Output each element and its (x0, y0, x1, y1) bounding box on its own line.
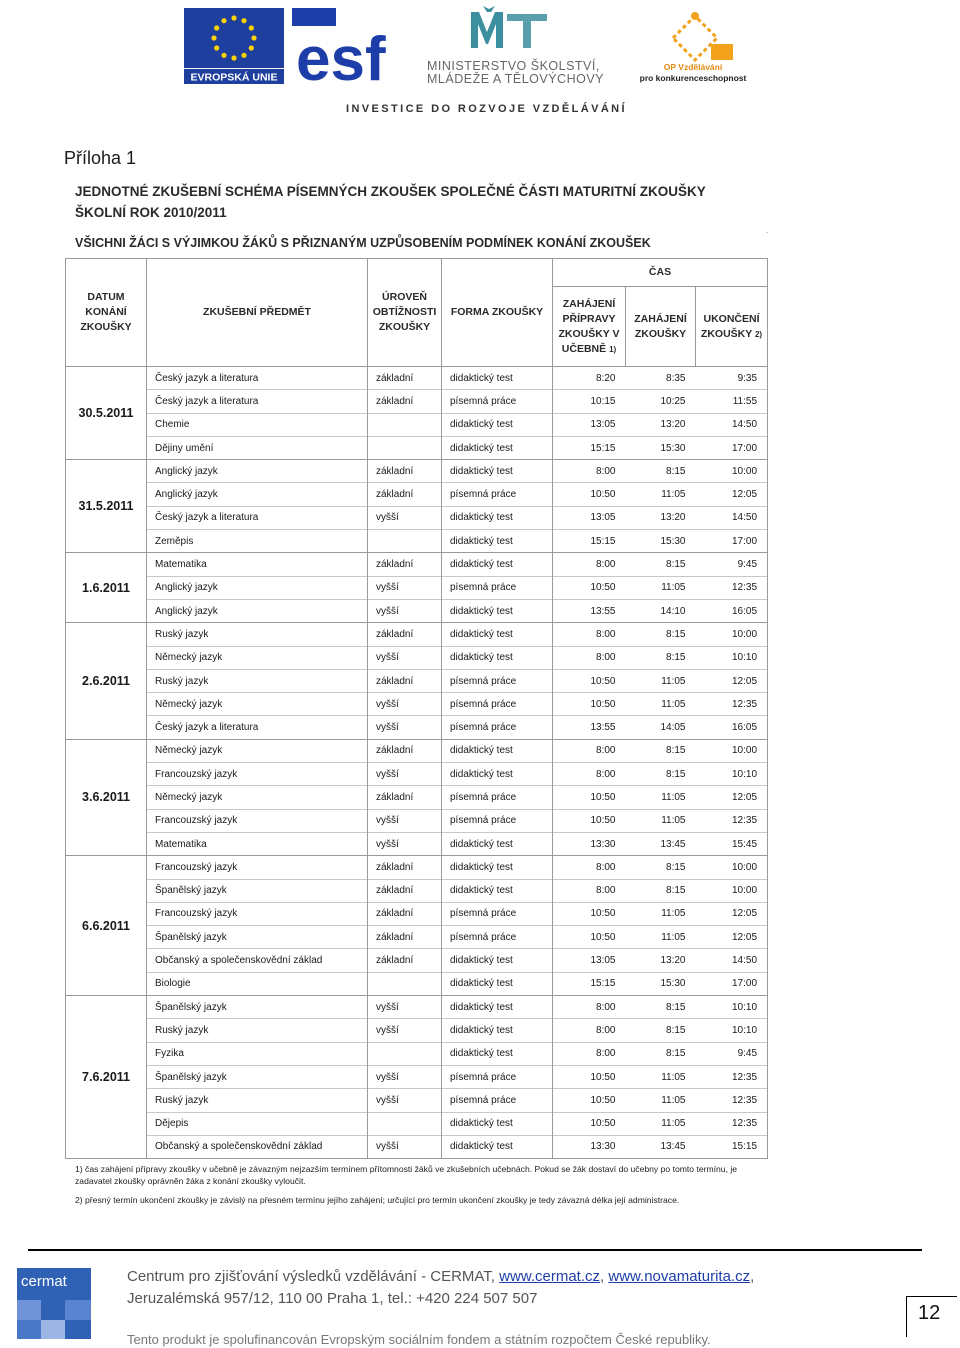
cell-prep-start: 13:30 (553, 1135, 626, 1158)
cell-form: písemná práce (442, 669, 553, 692)
cell-level (368, 530, 442, 553)
cell-prep-start: 10:50 (553, 809, 626, 832)
page-number: 12 (918, 1302, 941, 1324)
cell-exam-start: 13:45 (626, 832, 696, 855)
cell-level: vyšší (368, 693, 442, 716)
table-row (66, 832, 768, 855)
table-row (66, 669, 768, 692)
cell-exam-start: 11:05 (626, 1112, 696, 1135)
cell-exam-start: 13:45 (626, 1135, 696, 1158)
cell-form: písemná práce (442, 716, 553, 739)
cell-prep-start: 13:05 (553, 506, 626, 529)
cell-subject: Ruský jazyk (147, 1089, 368, 1112)
cell-exam-start: 13:20 (626, 949, 696, 972)
cell-exam-start: 8:15 (626, 460, 696, 483)
footer-funding: Tento produkt je spolufinancován Evropským sociálním fondem a státním rozpočtem České republiky. (127, 1332, 711, 1347)
cell-subject: Fyzika (147, 1042, 368, 1065)
footer-divider (28, 1249, 922, 1251)
op-logo (633, 8, 753, 88)
cell-subject: Anglický jazyk (147, 483, 368, 506)
cell-level: vyšší (368, 576, 442, 599)
cell-level: vyšší (368, 599, 442, 622)
cell-exam-end: 10:00 (696, 460, 768, 483)
cell-subject: Anglický jazyk (147, 599, 368, 622)
cell-prep-start: 8:00 (553, 623, 626, 646)
exam-date: 2.6.2011 (66, 623, 147, 739)
cell-prep-start: 13:05 (553, 949, 626, 972)
cell-exam-start: 8:35 (626, 367, 696, 390)
cell-level: vyšší (368, 832, 442, 855)
cell-exam-start: 14:10 (626, 599, 696, 622)
cell-exam-end: 10:00 (696, 879, 768, 902)
table-row (66, 879, 768, 902)
cell-exam-end: 9:45 (696, 553, 768, 576)
cell-form: didaktický test (442, 623, 553, 646)
cell-form: didaktický test (442, 413, 553, 436)
table-row (66, 763, 768, 786)
cell-exam-end: 12:05 (696, 786, 768, 809)
cell-level (368, 436, 442, 459)
table-row (66, 902, 768, 925)
cell-form: písemná práce (442, 1089, 553, 1112)
cell-level: základní (368, 669, 442, 692)
cell-prep-start: 10:50 (553, 1065, 626, 1088)
eu-star (221, 53, 226, 58)
cell-form: písemná práce (442, 1065, 553, 1088)
esf-logo (292, 8, 388, 84)
cell-level: základní (368, 623, 442, 646)
msmt-line2: MLÁDEŽE A TĚLOVÝCHOVY (427, 72, 604, 86)
table-row (66, 553, 768, 576)
cell-subject: Francouzský jazyk (147, 763, 368, 786)
cell-exam-start: 8:15 (626, 623, 696, 646)
cell-level: základní (368, 949, 442, 972)
cell-exam-start: 8:15 (626, 1042, 696, 1065)
cell-prep-start: 15:15 (553, 530, 626, 553)
eu-star (241, 53, 246, 58)
cell-form: písemná práce (442, 786, 553, 809)
cell-form: didaktický test (442, 949, 553, 972)
cell-form: didaktický test (442, 1112, 553, 1135)
cell-prep-start: 8:00 (553, 856, 626, 879)
cell-subject: Ruský jazyk (147, 1019, 368, 1042)
appendix-title: Příloha 1 (64, 148, 137, 168)
msmt-line1: MINISTERSTVO ŠKOLSTVÍ, (427, 59, 600, 73)
cell-subject: Biologie (147, 972, 368, 995)
table-row (66, 390, 768, 413)
eu-label: EVROPSKÁ UNIE (190, 71, 278, 84)
header-subject: ZKUŠEBNÍ PŘEDMĚT (147, 259, 368, 367)
cell-level: základní (368, 739, 442, 762)
cell-prep-start: 15:15 (553, 436, 626, 459)
table-row (66, 436, 768, 459)
cell-form: písemná práce (442, 693, 553, 716)
eu-star (251, 35, 256, 40)
table-row (66, 599, 768, 622)
cell-exam-end: 16:05 (696, 599, 768, 622)
cell-level: základní (368, 390, 442, 413)
cell-exam-end: 16:05 (696, 716, 768, 739)
exam-date: 1.6.2011 (66, 553, 147, 623)
cell-exam-start: 8:15 (626, 553, 696, 576)
cell-form: písemná práce (442, 926, 553, 949)
table-row (66, 809, 768, 832)
cell-form: didaktický test (442, 879, 553, 902)
cell-exam-start: 13:20 (626, 506, 696, 529)
table-row (66, 739, 768, 762)
cell-level: základní (368, 926, 442, 949)
cell-subject: Matematika (147, 553, 368, 576)
cell-level (368, 1112, 442, 1135)
cell-exam-start: 8:15 (626, 739, 696, 762)
cell-level: základní (368, 786, 442, 809)
cell-level: základní (368, 483, 442, 506)
cell-prep-start: 13:55 (553, 716, 626, 739)
footer-line-1: Centrum pro zjišťování výsledků vzdělávání - CERMAT, www.cermat.cz, www.novamaturita.cz, (127, 1268, 755, 1285)
table-row (66, 1135, 768, 1158)
cell-exam-start: 11:05 (626, 926, 696, 949)
cell-exam-end: 10:00 (696, 856, 768, 879)
cell-level: základní (368, 553, 442, 576)
cell-subject: Zeměpis (147, 530, 368, 553)
cell-exam-end: 10:00 (696, 623, 768, 646)
exam-date: 7.6.2011 (66, 996, 147, 1159)
exam-date: 31.5.2011 (66, 460, 147, 553)
logo-header (0, 0, 960, 125)
cell-form: didaktický test (442, 530, 553, 553)
table-row (66, 646, 768, 669)
table-row (66, 530, 768, 553)
cell-exam-end: 12:35 (696, 576, 768, 599)
table-row (66, 576, 768, 599)
cell-exam-end: 14:50 (696, 413, 768, 436)
op-line2: pro konkurenceschopnost (639, 73, 747, 83)
cell-prep-start: 13:30 (553, 832, 626, 855)
cell-prep-start: 10:50 (553, 1112, 626, 1135)
eu-star (249, 25, 254, 30)
table-row (66, 1089, 768, 1112)
cell-level (368, 413, 442, 436)
table-row (66, 926, 768, 949)
cell-exam-start: 11:05 (626, 576, 696, 599)
cell-exam-end: 10:10 (696, 1019, 768, 1042)
cell-form: didaktický test (442, 1042, 553, 1065)
cell-level: vyšší (368, 506, 442, 529)
cell-exam-end: 12:05 (696, 483, 768, 506)
cell-exam-end: 9:45 (696, 1042, 768, 1065)
cell-subject: Německý jazyk (147, 693, 368, 716)
cell-level: vyšší (368, 1089, 442, 1112)
cell-prep-start: 10:50 (553, 693, 626, 716)
eu-star (214, 45, 219, 50)
cell-exam-end: 12:05 (696, 926, 768, 949)
cell-subject: Český jazyk a literatura (147, 506, 368, 529)
cell-level: základní (368, 879, 442, 902)
table-row (66, 856, 768, 879)
cell-exam-end: 9:35 (696, 367, 768, 390)
cell-subject: Český jazyk a literatura (147, 716, 368, 739)
header-time: ČAS (553, 259, 768, 287)
cell-level: vyšší (368, 763, 442, 786)
cell-form: písemná práce (442, 576, 553, 599)
cell-exam-end: 14:50 (696, 506, 768, 529)
cell-exam-start: 8:15 (626, 763, 696, 786)
footer-address: Jeruzalémská 957/12, 110 00 Praha 1, tel.: +420 224 507 507 (127, 1290, 538, 1307)
cell-subject: Občanský a společenskovědní základ (147, 1135, 368, 1158)
cell-prep-start: 8:00 (553, 553, 626, 576)
eu-star (214, 25, 219, 30)
cell-level (368, 972, 442, 995)
cell-level (368, 1042, 442, 1065)
cell-prep-start: 10:50 (553, 483, 626, 506)
cell-prep-start: 8:00 (553, 1019, 626, 1042)
cell-subject: Anglický jazyk (147, 576, 368, 599)
cell-prep-start: 13:05 (553, 413, 626, 436)
cell-exam-start: 15:30 (626, 530, 696, 553)
cell-level: základní (368, 460, 442, 483)
footnote-2: 2) přesný termín ukončení zkoušky je závislý na přesném termínu jejího zahájení; určující pro termín ukončení zkoušky je tedy závazná délka její administrace. (75, 1195, 680, 1205)
cell-exam-start: 15:30 (626, 436, 696, 459)
exam-date: 3.6.2011 (66, 739, 147, 855)
cell-exam-end: 15:15 (696, 1135, 768, 1158)
cell-subject: Chemie (147, 413, 368, 436)
cell-form: didaktický test (442, 436, 553, 459)
cell-subject: Španělský jazyk (147, 996, 368, 1019)
cell-subject: Německý jazyk (147, 646, 368, 669)
cell-prep-start: 13:55 (553, 599, 626, 622)
table-row (66, 483, 768, 506)
table-row (66, 716, 768, 739)
cell-exam-start: 10:25 (626, 390, 696, 413)
cermat-logo (17, 1268, 91, 1339)
cell-form: písemná práce (442, 902, 553, 925)
cell-form: písemná práce (442, 809, 553, 832)
eu-star (221, 18, 226, 23)
cell-prep-start: 15:15 (553, 972, 626, 995)
cell-form: didaktický test (442, 763, 553, 786)
cell-subject: Anglický jazyk (147, 460, 368, 483)
table-row (66, 1112, 768, 1135)
cell-exam-end: 12:35 (696, 809, 768, 832)
eu-star (249, 45, 254, 50)
cell-prep-start: 8:00 (553, 1042, 626, 1065)
cell-exam-end: 12:35 (696, 1089, 768, 1112)
cell-subject: Německý jazyk (147, 739, 368, 762)
cell-exam-end: 12:35 (696, 693, 768, 716)
cell-subject: Český jazyk a literatura (147, 367, 368, 390)
cell-prep-start: 10:15 (553, 390, 626, 413)
cell-prep-start: 8:00 (553, 646, 626, 669)
stray-dot: . (766, 226, 769, 235)
eu-flag-logo (184, 8, 284, 84)
cell-level: základní (368, 856, 442, 879)
cell-form: didaktický test (442, 972, 553, 995)
cell-subject: Občanský a společenskovědní základ (147, 949, 368, 972)
table-row (66, 623, 768, 646)
cell-exam-end: 10:10 (696, 646, 768, 669)
cell-exam-end: 10:10 (696, 996, 768, 1019)
cell-exam-start: 11:05 (626, 1065, 696, 1088)
cell-level: vyšší (368, 716, 442, 739)
cell-form: didaktický test (442, 1019, 553, 1042)
cell-form: didaktický test (442, 599, 553, 622)
cell-form: didaktický test (442, 367, 553, 390)
cell-form: písemná práce (442, 483, 553, 506)
document-heading: JEDNOTNÉ ZKUŠEBNÍ SCHÉMA PÍSEMNÝCH ZKOUŠEK SPOLEČNÉ ČÁSTI MATURITNÍ ZKOUŠKY (75, 184, 706, 199)
cell-level: vyšší (368, 996, 442, 1019)
novamaturita-link[interactable]: www.novamaturita.cz (608, 1268, 751, 1285)
cell-exam-end: 17:00 (696, 530, 768, 553)
cell-level: vyšší (368, 1019, 442, 1042)
eu-star (241, 18, 246, 23)
scope-heading: VŠICHNI ŽÁCI S VÝJIMKOU ŽÁKŮ S PŘIZNANÝM UZPŮSOBENÍM PODMÍNEK KONÁNÍ ZKOUŠEK (75, 236, 651, 250)
cell-subject: Španělský jazyk (147, 926, 368, 949)
cell-exam-end: 14:50 (696, 949, 768, 972)
cell-exam-start: 8:15 (626, 996, 696, 1019)
cell-prep-start: 8:00 (553, 763, 626, 786)
cell-form: didaktický test (442, 506, 553, 529)
cell-exam-end: 11:55 (696, 390, 768, 413)
cell-prep-start: 10:50 (553, 902, 626, 925)
header-exam-end: UKONČENÍ ZKOUŠKY 2) (696, 287, 768, 367)
cell-exam-end: 12:35 (696, 1065, 768, 1088)
cell-form: didaktický test (442, 1135, 553, 1158)
cell-subject: Francouzský jazyk (147, 856, 368, 879)
cell-subject: Francouzský jazyk (147, 902, 368, 925)
cell-prep-start: 8:00 (553, 996, 626, 1019)
cell-exam-start: 11:05 (626, 669, 696, 692)
cell-exam-start: 8:15 (626, 646, 696, 669)
cell-form: didaktický test (442, 646, 553, 669)
cell-exam-start: 13:20 (626, 413, 696, 436)
cell-exam-start: 11:05 (626, 483, 696, 506)
table-row (66, 786, 768, 809)
cell-exam-end: 12:05 (696, 902, 768, 925)
cell-form: didaktický test (442, 460, 553, 483)
header-level: ÚROVEŇ OBTÍŽNOSTI ZKOUŠKY (368, 259, 442, 367)
cell-subject: Ruský jazyk (147, 669, 368, 692)
table-row (66, 460, 768, 483)
table-row (66, 1019, 768, 1042)
cell-exam-end: 10:00 (696, 739, 768, 762)
cell-prep-start: 10:50 (553, 669, 626, 692)
cell-form: didaktický test (442, 856, 553, 879)
cell-level: základní (368, 902, 442, 925)
cell-subject: Španělský jazyk (147, 1065, 368, 1088)
table-row (66, 972, 768, 995)
footnotes (75, 1163, 765, 1213)
header-exam-start: ZAHÁJENÍ ZKOUŠKY (626, 287, 696, 367)
table-row (66, 367, 768, 390)
cell-exam-start: 11:05 (626, 809, 696, 832)
cell-form: didaktický test (442, 832, 553, 855)
cell-exam-start: 15:30 (626, 972, 696, 995)
cell-exam-end: 17:00 (696, 972, 768, 995)
header-prep-start: ZAHÁJENÍ PŘÍPRAVY ZKOUŠKY V UČEBNĚ 1) (553, 287, 626, 367)
cell-exam-start: 11:05 (626, 693, 696, 716)
table-row (66, 693, 768, 716)
cell-prep-start: 8:00 (553, 460, 626, 483)
cell-prep-start: 8:00 (553, 739, 626, 762)
exam-date: 30.5.2011 (66, 367, 147, 460)
cell-exam-start: 14:05 (626, 716, 696, 739)
cell-prep-start: 10:50 (553, 926, 626, 949)
eu-star (231, 55, 236, 60)
cell-exam-end: 10:10 (696, 763, 768, 786)
cell-exam-start: 11:05 (626, 786, 696, 809)
table-row (66, 1042, 768, 1065)
cell-subject: Dějiny umění (147, 436, 368, 459)
table-row (66, 996, 768, 1019)
exam-schedule-table (65, 258, 767, 1159)
cell-exam-end: 15:45 (696, 832, 768, 855)
exam-date: 6.6.2011 (66, 856, 147, 996)
cell-level: vyšší (368, 646, 442, 669)
table-row (66, 506, 768, 529)
cell-form: didaktický test (442, 739, 553, 762)
op-line1: OP Vzdělávání (663, 62, 723, 72)
school-year: ŠKOLNÍ ROK 2010/2011 (75, 205, 227, 220)
cell-subject: Matematika (147, 832, 368, 855)
cell-subject: Francouzský jazyk (147, 809, 368, 832)
cell-subject: Český jazyk a literatura (147, 390, 368, 413)
cell-exam-start: 11:05 (626, 902, 696, 925)
cell-form: didaktický test (442, 553, 553, 576)
cell-level: vyšší (368, 1135, 442, 1158)
table-row (66, 413, 768, 436)
cell-level: vyšší (368, 1065, 442, 1088)
cell-exam-start: 11:05 (626, 1089, 696, 1112)
header-date: DATUM KONÁNÍ ZKOUŠKY (66, 259, 147, 367)
cell-exam-start: 8:15 (626, 1019, 696, 1042)
cell-prep-start: 8:00 (553, 879, 626, 902)
table-row (66, 1065, 768, 1088)
msmt-logo (425, 6, 605, 86)
cell-subject: Dějepis (147, 1112, 368, 1135)
schedule-body (66, 367, 768, 1159)
cell-form: didaktický test (442, 996, 553, 1019)
cell-prep-start: 10:50 (553, 786, 626, 809)
esf-label: esf (296, 25, 386, 84)
table-row (66, 949, 768, 972)
eu-star (211, 35, 216, 40)
cermat-link[interactable]: www.cermat.cz (499, 1268, 601, 1285)
cell-exam-start: 8:15 (626, 856, 696, 879)
eu-star (231, 15, 236, 20)
cell-subject: Německý jazyk (147, 786, 368, 809)
cell-exam-end: 17:00 (696, 436, 768, 459)
cell-exam-start: 8:15 (626, 879, 696, 902)
header-form: FORMA ZKOUŠKY (442, 259, 553, 367)
cell-exam-end: 12:35 (696, 1112, 768, 1135)
cell-subject: Ruský jazyk (147, 623, 368, 646)
cell-subject: Španělský jazyk (147, 879, 368, 902)
cermat-label: cermat (21, 1273, 67, 1290)
cell-exam-end: 12:05 (696, 669, 768, 692)
cell-prep-start: 10:50 (553, 576, 626, 599)
cell-level: základní (368, 367, 442, 390)
cell-prep-start: 8:20 (553, 367, 626, 390)
cell-level: vyšší (368, 809, 442, 832)
footnote-1: 1) čas zahájení přípravy zkoušky v učebně je závazným nejzazším termínem přítomnosti žáků ve zkušebních učebnách. Pokud se žák dostaví do učebny po tomto termínu, je zadavatel zkoušky oprávněn žáka z konání zkoušky vyloučit. (75, 1164, 738, 1186)
cell-form: písemná práce (442, 390, 553, 413)
investice-slogan: INVESTICE DO ROZVOJE VZDĚLÁVÁNÍ (346, 103, 627, 115)
cell-prep-start: 10:50 (553, 1089, 626, 1112)
